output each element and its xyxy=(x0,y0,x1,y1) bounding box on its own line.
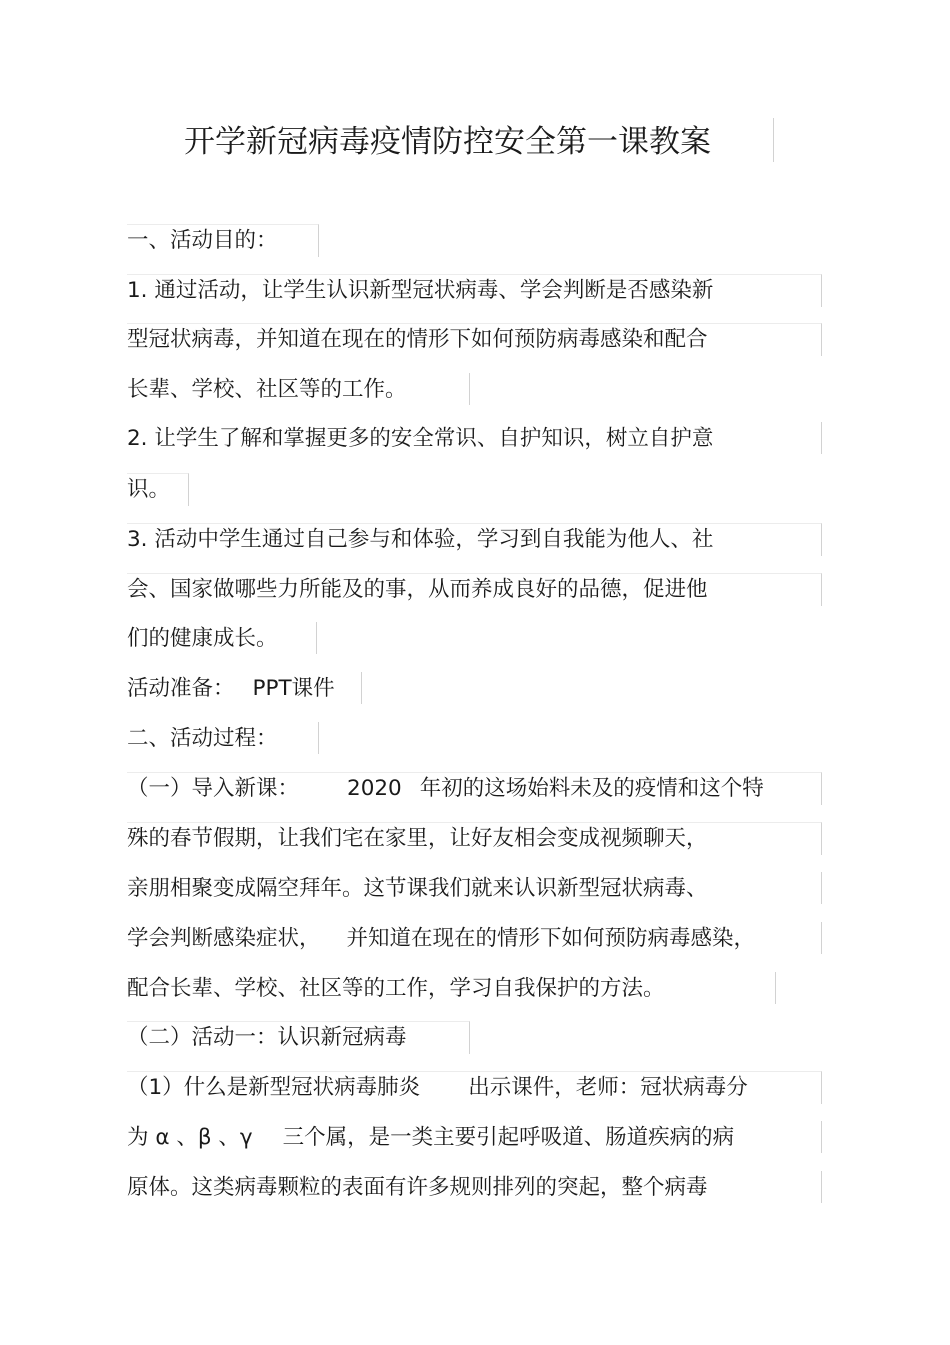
intro-line xyxy=(127,774,764,804)
judge-line xyxy=(127,924,755,954)
paragraph-line: 长辈、学校、社区等的工作。 xyxy=(127,377,407,402)
paragraph-line: 原体。这类病毒颗粒的表面有许多规则排列的突起，整个病毒 xyxy=(127,1175,708,1200)
what-is-line xyxy=(127,1073,748,1103)
paragraph-line: 配合长辈、学校、社区等的工作，学习自我保护的方法。 xyxy=(127,976,665,1001)
section-heading-process: 二、活动过程： xyxy=(127,726,278,751)
paragraph-line: 2. 让学生了解和掌握更多的安全常识、自护知识，树立自护意 xyxy=(127,426,714,451)
section-heading-goals: 一、活动目的： xyxy=(127,228,278,253)
intro-year: 2020 xyxy=(347,776,402,801)
paragraph-line: 识。 xyxy=(127,477,171,502)
activity-prep xyxy=(127,674,335,704)
what-is-line-a: （1）什么是新型冠状病毒肺炎 xyxy=(127,1075,421,1100)
paragraph-line: 殊的春节假期，让我们宅在家里，让好友相会变成视频聊天， xyxy=(127,826,708,851)
activity-prep-label: 活动准备： xyxy=(127,676,235,701)
genus-line xyxy=(127,1123,734,1153)
paragraph-line: 亲朋相聚变成隔空拜年。这节课我们就来认识新型冠状病毒、 xyxy=(127,876,708,901)
paragraph-line: 会、国家做哪些力所能及的事，从而养成良好的品德，促进他 xyxy=(127,577,708,602)
what-is-line-b: 出示课件，老师：冠状病毒分 xyxy=(468,1075,748,1100)
document-title: 开学新冠病毒疫情防控安全第一课教案 xyxy=(184,124,711,160)
intro-label: （一）导入新课： xyxy=(127,776,300,801)
paragraph-line: 3. 活动中学生通过自己参与和体验，学习到自我能为他人、社 xyxy=(127,527,714,552)
judge-line-b: 并知道在现在的情形下如何预防病毒感染， xyxy=(346,926,756,951)
judge-line-a: 学会判断感染症状， xyxy=(127,926,321,951)
genus-line-a: 为 α 、β 、γ xyxy=(127,1125,253,1150)
activity-prep-value: PPT课件 xyxy=(252,676,335,701)
genus-line-b: 三个属，是一类主要引起呼吸道、肠道疾病的病 xyxy=(282,1125,735,1150)
paragraph-line: 型冠状病毒，并知道在现在的情形下如何预防病毒感染和配合 xyxy=(127,327,708,352)
subsection-heading: （二）活动一：认识新冠病毒 xyxy=(127,1025,407,1050)
paragraph-line: 1. 通过活动，让学生认识新型冠状病毒、学会判断是否感染新 xyxy=(127,278,714,303)
intro-rest: 年初的这场始料未及的疫情和这个特 xyxy=(419,776,764,801)
paragraph-line: 们的健康成长。 xyxy=(127,626,278,651)
